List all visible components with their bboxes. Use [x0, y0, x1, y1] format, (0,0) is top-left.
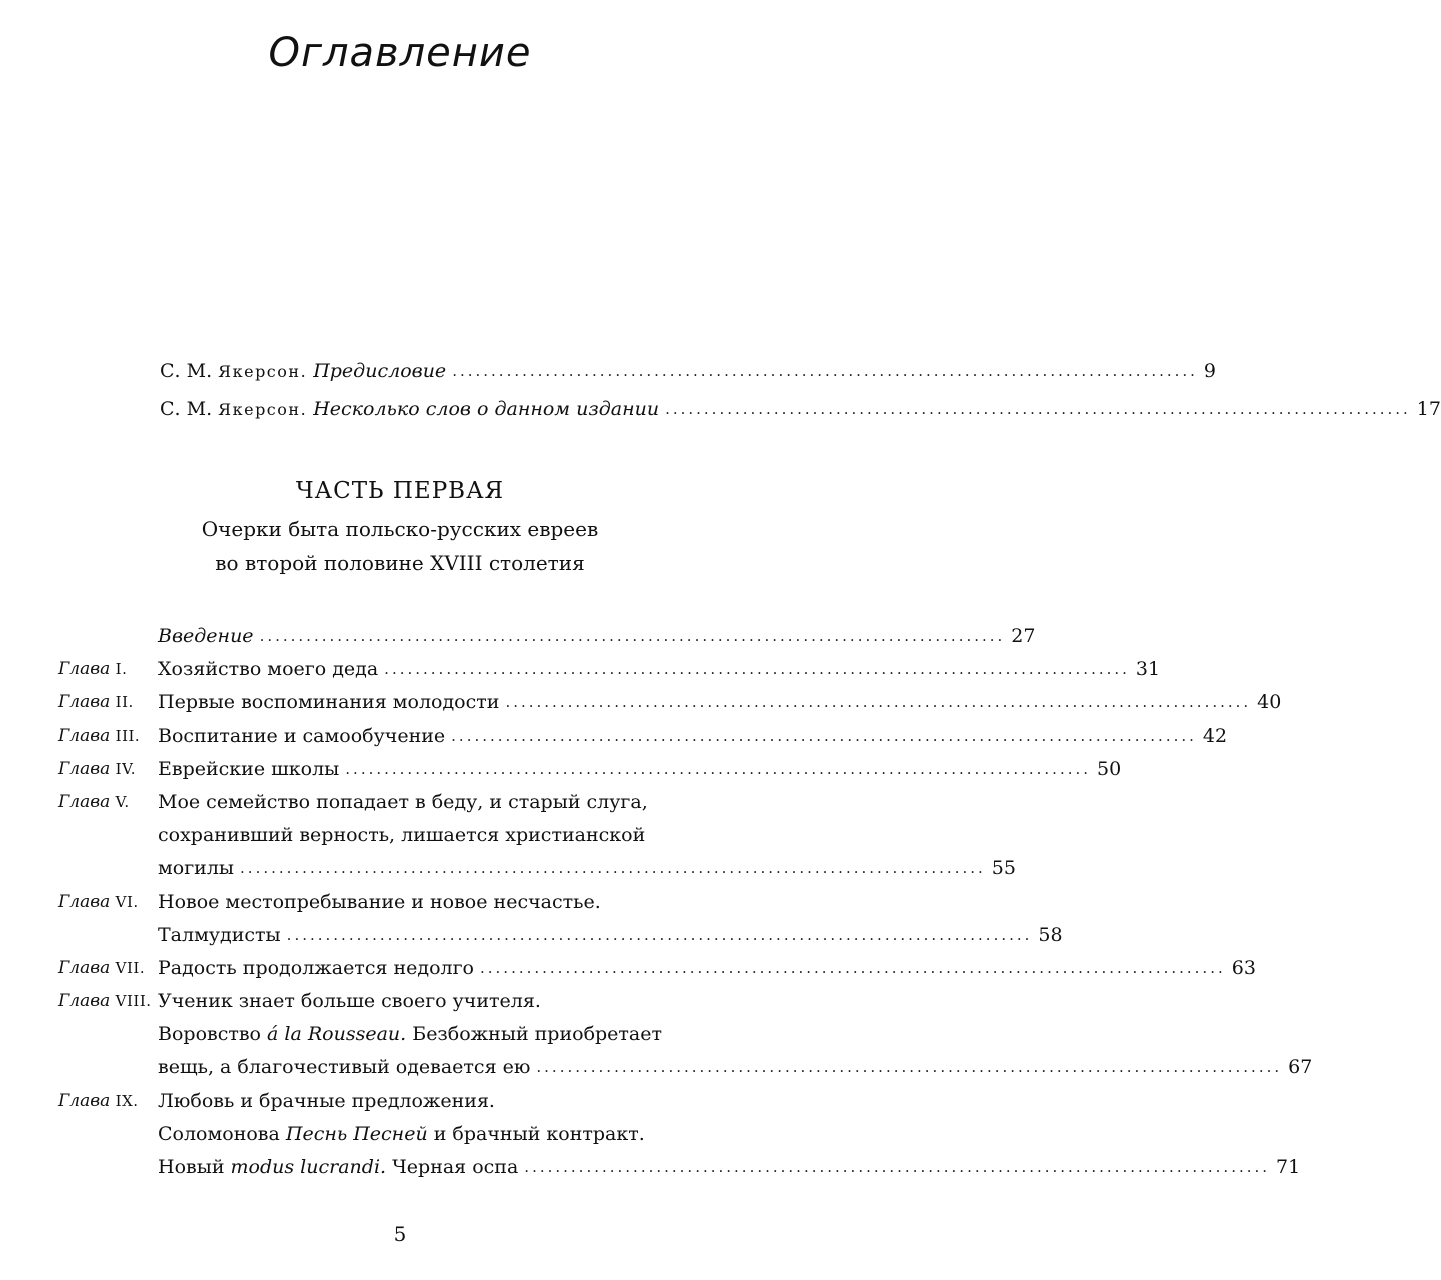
entry-body	[158, 852, 1016, 885]
toc-entry-chapter[interactable]	[58, 952, 1256, 985]
entry-title: Радость продолжается недолго	[158, 956, 474, 979]
entry-body	[158, 1018, 745, 1051]
entry-title-line: сохранивший верность, лишается христианской	[158, 824, 646, 847]
chapter-label: Глава VI.	[58, 891, 139, 912]
entry-body	[158, 653, 1161, 686]
entry-title-line: Соломонова Песнь Песней и брачный контракт.	[158, 1122, 645, 1145]
entry-title: Предисловие	[313, 360, 447, 382]
entry-body	[158, 1051, 1313, 1084]
entry-title: Первые воспоминания молодости	[158, 691, 500, 714]
entry-title-line: Талмудисты	[158, 923, 281, 946]
entry-page: 55	[991, 857, 1016, 880]
dot-leader: ................................................................................................	[536, 1058, 1283, 1077]
entry-page: 58	[1038, 923, 1063, 946]
part-subtitle-line: во второй половине XVIII столетия	[215, 551, 585, 575]
dot-leader: ................................................................................................	[345, 759, 1092, 778]
entry-body	[158, 886, 745, 919]
author-initials: С. М.	[160, 360, 213, 382]
part-heading	[0, 478, 800, 580]
entry-text	[160, 352, 446, 390]
chapter-label: Глава VII.	[58, 957, 146, 978]
toc-entry-chapter[interactable]	[58, 1085, 745, 1118]
entry-page: 31	[1135, 658, 1161, 681]
toc-entry-continuation	[58, 1151, 1301, 1184]
author-initials: С. М.	[160, 398, 213, 420]
entry-title: Хозяйство моего деда	[158, 658, 379, 681]
entry-body	[158, 1118, 745, 1151]
chapter-label: Глава IX.	[58, 1090, 139, 1111]
entry-page: 50	[1097, 757, 1122, 780]
entry-body	[158, 686, 1282, 719]
entry-body	[158, 919, 1063, 952]
entry-title-line: Новое местопребывание и новое несчастье.	[158, 890, 601, 913]
entry-title-line: могилы	[158, 857, 235, 880]
front-matter-entry[interactable]	[160, 390, 1441, 428]
front-matter-entry[interactable]	[160, 352, 1217, 390]
chapter-label	[58, 620, 158, 653]
toc-entry-continuation	[58, 1018, 745, 1051]
chapter-label: Глава V.	[58, 791, 130, 812]
author-name: Якерсон.	[218, 362, 308, 381]
entry-page: 27	[1011, 625, 1036, 647]
dot-leader: ................................................................................................	[452, 362, 1198, 380]
entry-title: Введение	[158, 625, 254, 647]
entry-title-line: Воровство á la Rousseau. Безбожный приобретает	[158, 1023, 663, 1046]
entry-body	[158, 753, 1122, 786]
entry-body	[158, 720, 1228, 753]
part-title: ЧАСТЬ ПЕРВАЯ	[295, 478, 505, 504]
entry-page: 71	[1276, 1156, 1301, 1178]
entry-title: Воспитание и самообучение	[158, 724, 446, 747]
toc-entry-continuation	[58, 819, 745, 852]
chapter-label: Глава IV.	[58, 758, 137, 779]
toc-entry-chapter[interactable]	[58, 686, 1282, 719]
page-number: 5	[393, 1222, 407, 1246]
dot-leader: ................................................................................................	[665, 400, 1411, 418]
toc-entry-chapter[interactable]	[58, 753, 1122, 786]
dot-leader: ................................................................................................	[259, 627, 1006, 645]
entry-page: 17	[1416, 398, 1441, 420]
dot-leader: ................................................................................................	[286, 925, 1033, 944]
chapter-label: Глава III.	[58, 725, 141, 746]
entry-body	[158, 985, 745, 1018]
dot-leader: ................................................................................................	[384, 660, 1130, 679]
toc-entry-chapter[interactable]	[58, 985, 745, 1018]
dot-leader: ................................................................................................	[524, 1158, 1271, 1176]
entry-body	[158, 786, 745, 819]
entry-body	[158, 620, 1036, 653]
part-subtitle-line: Очерки быта польско-русских евреев	[201, 517, 599, 541]
dot-leader: ................................................................................................	[240, 859, 986, 878]
entry-page: 63	[1231, 956, 1256, 979]
entry-text	[160, 390, 659, 428]
entry-page: 40	[1257, 691, 1282, 714]
entry-title-line: вещь, а благочестивый одевается ею	[158, 1056, 531, 1079]
entry-body	[158, 952, 1256, 985]
entry-body	[158, 819, 745, 852]
toc-entry-chapter[interactable]	[58, 786, 745, 819]
entry-title-line: Ученик знает больше своего учителя.	[158, 990, 541, 1013]
toc-entry-continuation	[58, 1118, 745, 1151]
entry-page: 67	[1288, 1056, 1313, 1079]
toc-entry-chapter[interactable]	[58, 720, 1228, 753]
chapter-label: Глава VIII.	[58, 991, 152, 1012]
toc-entry-chapter[interactable]	[58, 653, 1161, 686]
entry-title-line: Мое семейство попадает в беду, и старый слуга,	[158, 790, 648, 813]
entry-body	[158, 1085, 745, 1118]
page-title: Оглавление	[268, 30, 532, 76]
entry-title: Еврейские школы	[158, 757, 340, 780]
toc-entry-continuation	[58, 919, 1063, 952]
entry-page: 9	[1203, 360, 1217, 382]
entry-title: Несколько слов о данном издании	[313, 398, 660, 420]
dot-leader: ................................................................................................	[505, 693, 1252, 712]
author-name: Якерсон.	[218, 400, 308, 419]
entry-body	[158, 1151, 1301, 1184]
toc-entry-continuation	[58, 852, 1016, 885]
chapter-label: Глава I.	[58, 659, 128, 680]
toc-entry-continuation	[58, 1051, 1313, 1084]
entry-title-line: Новый modus lucrandi. Черная оспа	[158, 1156, 519, 1178]
entry-title-line: Любовь и брачные предложения.	[158, 1089, 495, 1112]
dot-leader: ................................................................................................	[451, 726, 1197, 745]
chapter-list	[58, 620, 1313, 1184]
toc-entry-intro[interactable]	[58, 620, 1036, 653]
chapter-label: Глава II.	[58, 692, 134, 713]
entry-page: 42	[1202, 724, 1228, 747]
front-matter-list	[160, 352, 1441, 428]
dot-leader: ................................................................................................	[480, 958, 1226, 977]
toc-entry-chapter[interactable]	[58, 886, 745, 919]
